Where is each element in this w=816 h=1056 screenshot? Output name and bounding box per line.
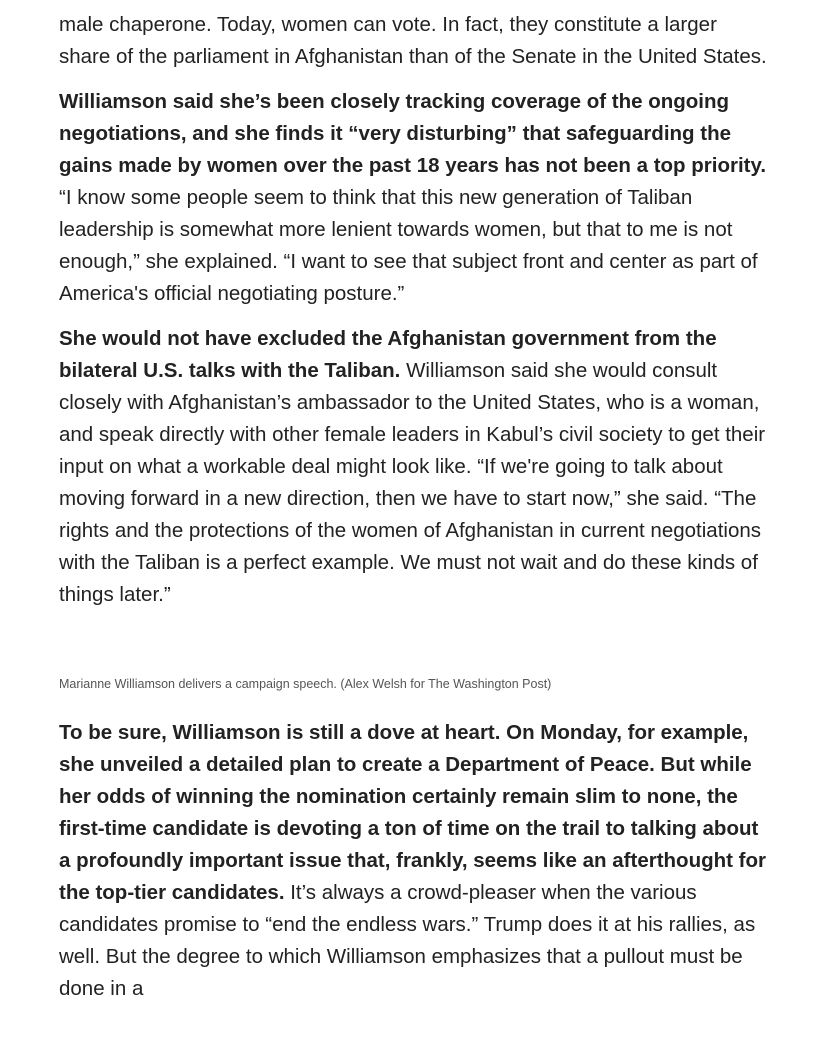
photo-caption: Marianne Williamson delivers a campaign speech. (Alex Welsh for The Washington Post)	[59, 677, 552, 691]
paragraph-4	[59, 717, 771, 1005]
paragraph-1	[59, 9, 771, 73]
paragraph-3-bold: She would not have excluded the Afghanistan government from the bilateral U.S. talks with the Taliban.	[59, 327, 717, 382]
paragraph-2-text: “I know some people seem to think that this new generation of Taliban leadership is somewhat more lenient towards women, but that to me is not enough,” she explained. “I want to see that subject front and center as part of America's official negotiating posture.”	[59, 186, 758, 305]
paragraph-4-text: It’s always a crowd-pleaser when the various candidates promise to “end the endless wars.” Trump does it at his rallies, as well. But the degree to which Williamson emphasizes that a pullout must be done in a	[59, 881, 756, 1000]
paragraph-1-text: male chaperone. Today, women can vote. In fact, they constitute a larger share of the parliament in Afghanistan than of the Senate in the United States.	[59, 13, 767, 68]
paragraph-4-bold: To be sure, Williamson is still a dove at heart. On Monday, for example, she unveiled a detailed plan to create a Department of Peace. But while her odds of winning the nomination certainly remain slim to none, the first-time candidate is devoting a ton of time on the trail to talking about a profoundly important issue that, frankly, seems like an afterthought for the top-tier candidates.	[59, 721, 766, 904]
paragraph-2	[59, 86, 771, 310]
paragraph-3-text: Williamson said she would consult closely with Afghanistan’s ambassador to the United States, who is a woman, and speak directly with other female leaders in Kabul’s civil society to get their input on what a workable deal might look like. “If we're going to talk about moving forward in a new direction, then we have to start now,” she said. “The rights and the protections of the women of Afghanistan in current negotiations with the Taliban is a perfect example. We must not wait and do these kinds of things later.”	[59, 359, 766, 606]
paragraph-2-bold: Williamson said she’s been closely tracking coverage of the ongoing negotiations, and she finds it “very disturbing” that safeguarding the gains made by women over the past 18 years has not been a top priority.	[59, 90, 767, 177]
article-body	[59, 9, 771, 1018]
paragraph-3	[59, 323, 771, 611]
